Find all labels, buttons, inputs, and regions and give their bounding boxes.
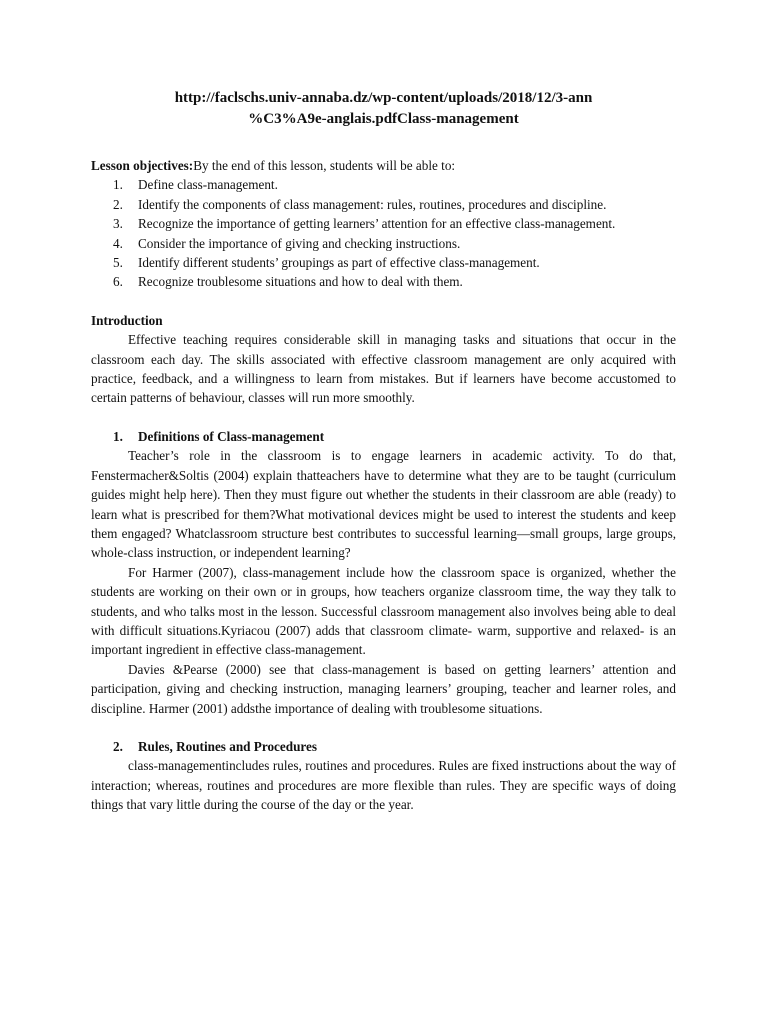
section-1-paragraph-3: Davies &Pearse (2000) see that class-management is based on getting learners’ attention and participation, giving and checking instruction, managing learners’ grouping, teacher and learner roles, and discipline. Harmer (2001) addsthe importance of dealing with troublesome situations. <box>91 661 676 716</box>
list-text: Define class-management. <box>138 177 278 193</box>
section-definitions <box>91 427 676 718</box>
list-item <box>91 195 676 214</box>
introduction-heading: Introduction <box>91 312 163 328</box>
list-item <box>91 253 676 272</box>
section-1-title: Definitions of Class-management <box>138 428 325 444</box>
section-1-heading <box>91 427 676 446</box>
lesson-objectives <box>91 156 676 292</box>
section-1-paragraph-2: For Harmer (2007), class-management include how the classroom space is organized, whether the students are working on their own or in groups, how teachers organize classroom time, the way they talk to students, and who talks most in the lesson. Successful classroom management also involves being able to deal with difficult situations.Kyriacou (2007) adds that classroom climate- warm, supportive and relaxed- is an important ingredient in effective class-management. <box>91 564 676 658</box>
document-page <box>91 88 676 815</box>
section-2-number: 2. <box>113 738 123 754</box>
objectives-list <box>91 175 676 291</box>
section-2-heading <box>91 737 676 756</box>
list-item <box>91 214 676 233</box>
list-number: 1. <box>113 177 123 193</box>
section-2-paragraph: class-managementincludes rules, routines and procedures. Rules are fixed instructions about the way of interaction; whereas, routines and procedures are more flexible than rules. They are specific ways of doing things that vary little during the course of the day or the year. <box>91 758 676 813</box>
list-number: 3. <box>113 216 123 232</box>
list-text: Identify different students’ groupings as part of effective class-management. <box>138 255 540 271</box>
introduction-paragraph: Effective teaching requires considerable skill in managing tasks and situations that occur in the classroom each day. The skills associated with effective classroom management are only acquired with practice, feedback, and a willingness to learn from mistakes. But if learners have become accustomed to certain patterns of behaviour, classes will run more smoothly. <box>91 332 676 406</box>
objectives-heading: Lesson objectives: <box>91 158 194 173</box>
objectives-intro: By the end of this lesson, students will be able to: <box>193 158 456 173</box>
title-line-2: %C3%A9e-anglais.pdfClass-management <box>248 111 519 127</box>
objectives-intro-line <box>91 156 676 175</box>
section-1-paragraph-1: Teacher’s role in the classroom is to engage learners in academic activity. To do that, Fenstermacher&Soltis (2004) explain thatteachers have to determine what they are to be taught (curriculum guides might help here). Then they must figure out whether the students in their classroom are able (ready) to learn what is prescribed for them?What motivational devices might be used to interest the students and keep them engaged? Whatclassroom structure best contributes to successful learning—small groups, large groups, whole-class instruction, or independent learning? <box>91 448 676 561</box>
list-text: Recognize the importance of getting learners’ attention for an effective class-management. <box>138 216 616 232</box>
list-text: Recognize troublesome situations and how to deal with them. <box>138 274 463 290</box>
introduction-section <box>91 311 676 408</box>
list-item <box>91 175 676 194</box>
section-rules <box>91 737 676 815</box>
list-number: 2. <box>113 196 123 212</box>
list-number: 4. <box>113 235 123 251</box>
section-1-number: 1. <box>113 428 123 444</box>
section-2-title: Rules, Routines and Procedures <box>138 738 318 754</box>
document-title <box>91 88 676 130</box>
list-number: 6. <box>113 274 123 290</box>
list-item <box>91 272 676 291</box>
list-number: 5. <box>113 255 123 271</box>
list-text: Consider the importance of giving and checking instructions. <box>138 235 461 251</box>
list-item <box>91 234 676 253</box>
title-line-1: http://faclschs.univ-annaba.dz/wp-content/uploads/2018/12/3-ann <box>174 90 593 106</box>
list-text: Identify the components of class management: rules, routines, procedures and discipline. <box>138 196 607 212</box>
